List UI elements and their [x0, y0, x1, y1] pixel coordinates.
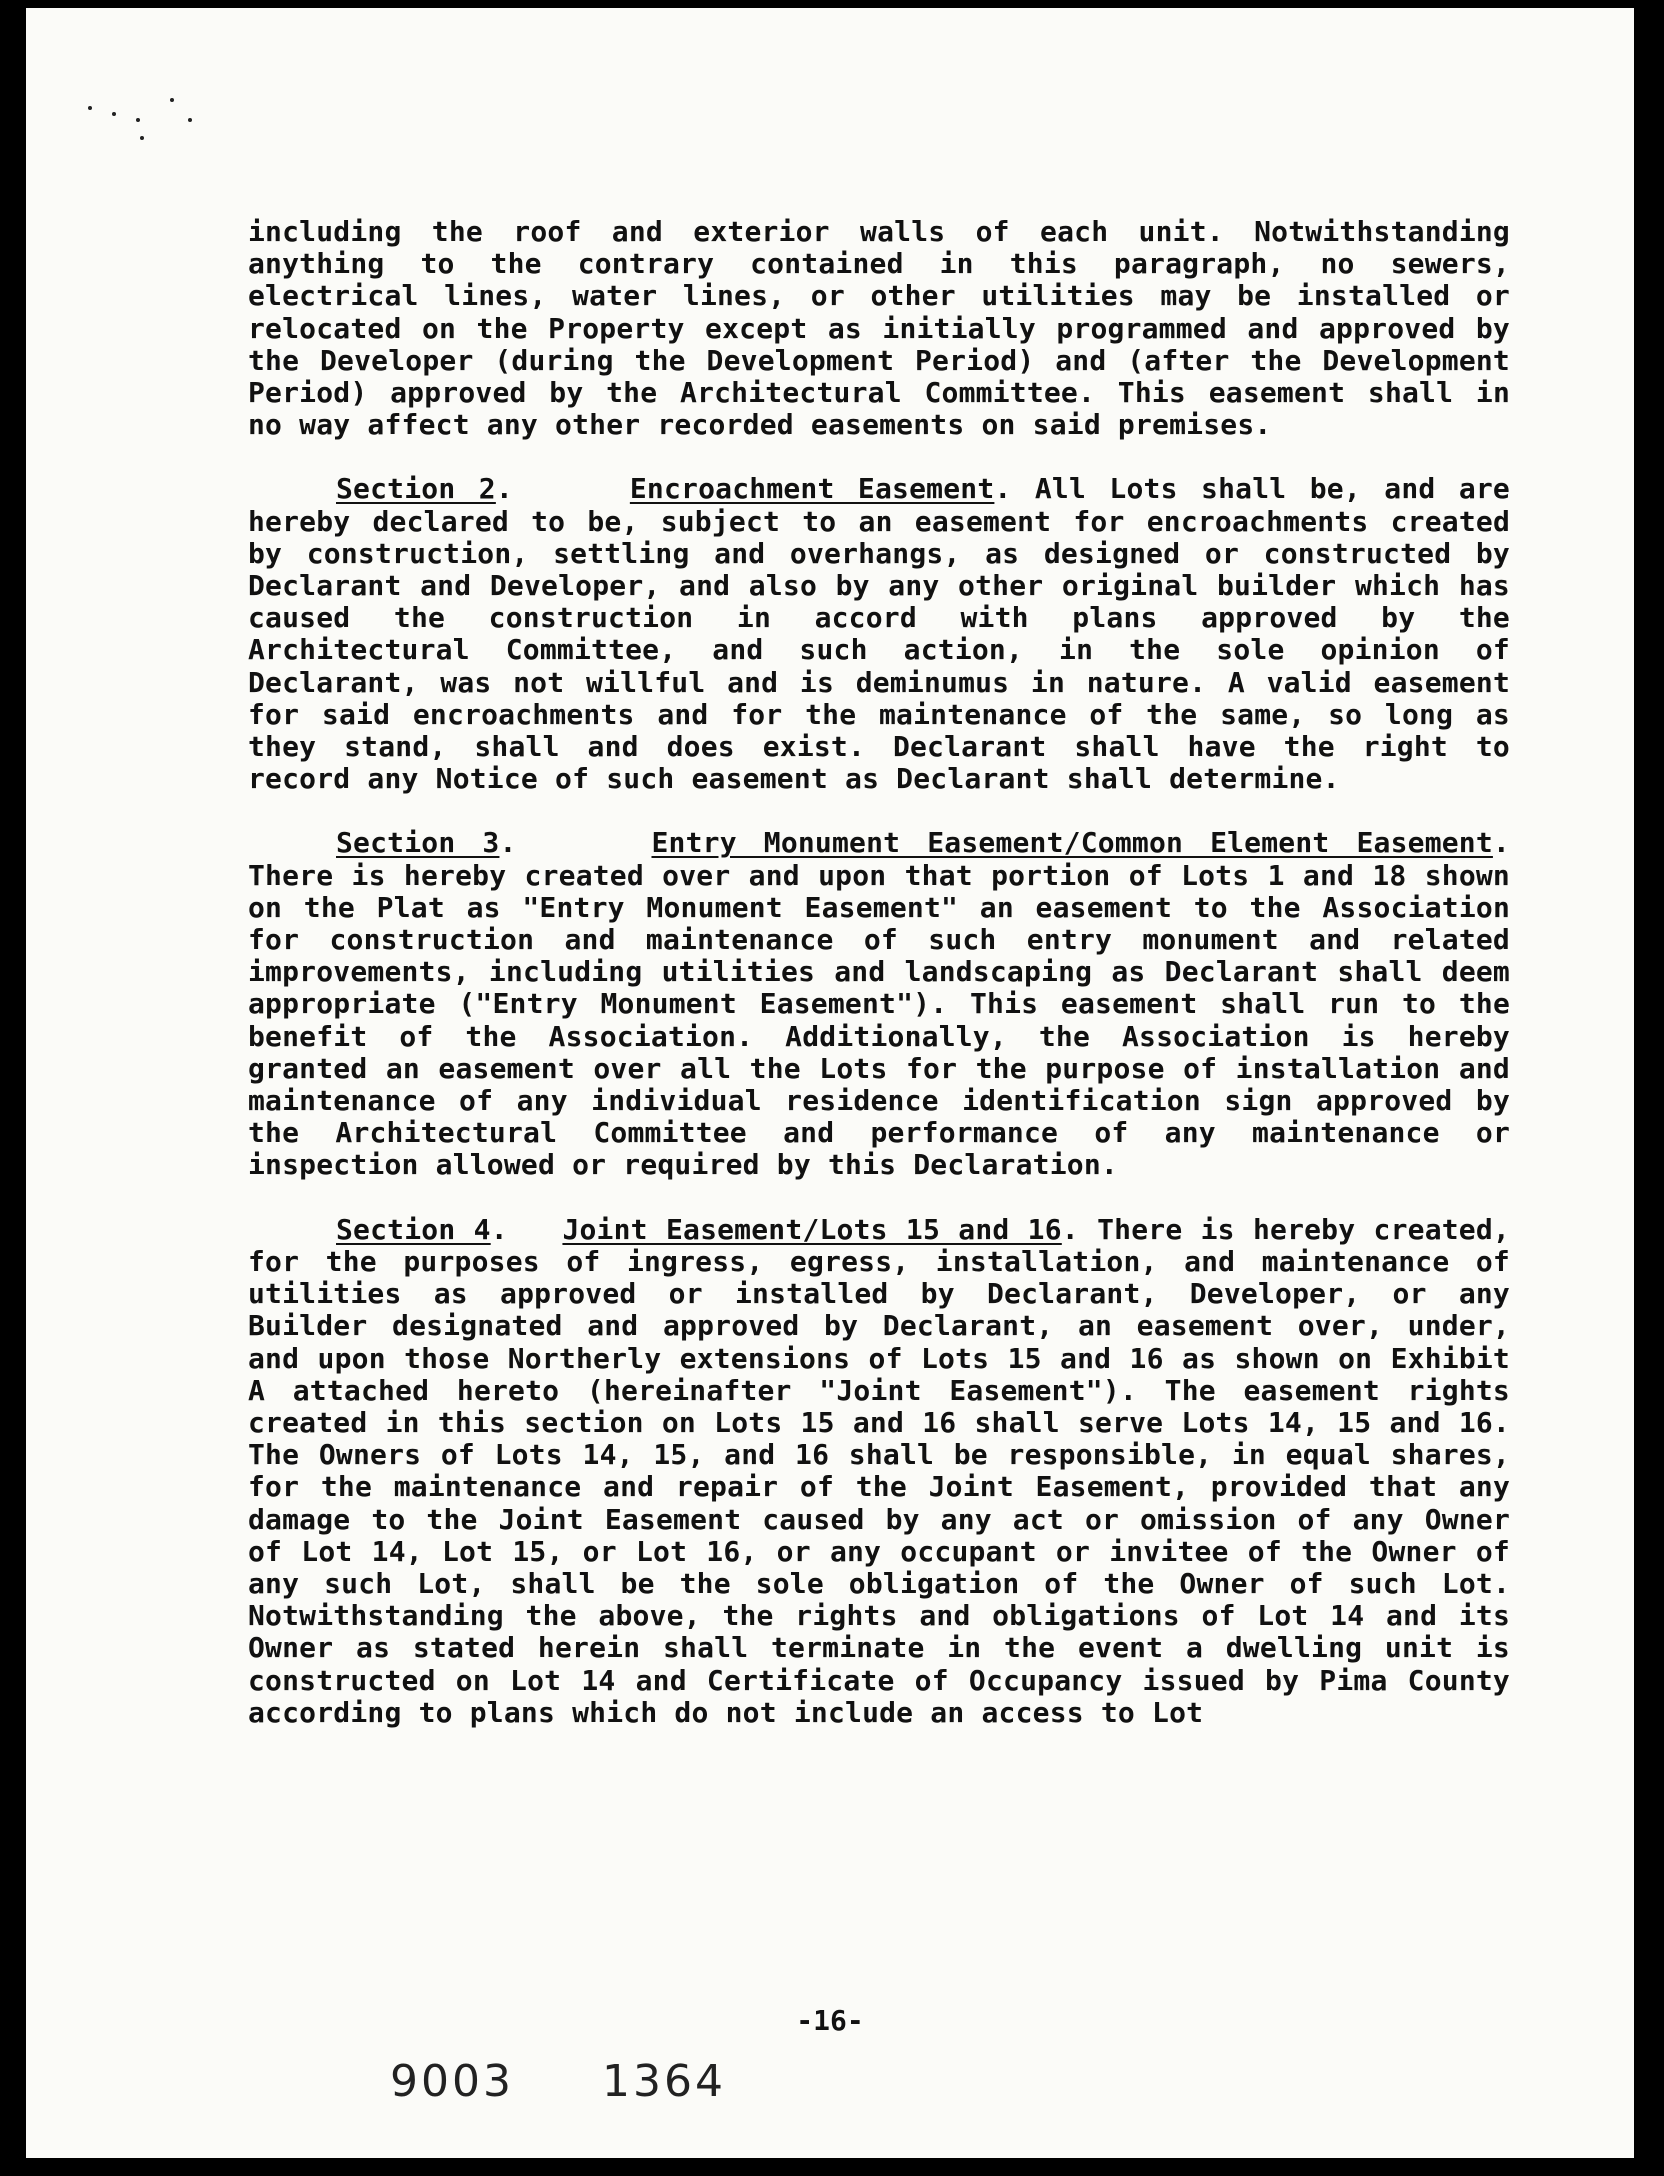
document-body — [248, 216, 1510, 1761]
page-number: -16- — [796, 2004, 864, 2037]
section-body: All Lots shall be, and are hereby declared to be, subject to an easement for encroachments created by construction, settling and overhangs, as designed or constructed by Declarant and Developer, and also by any other original builder which has caused the construction in accord with plans approved by the Architectural Committee, and such action, in the sole opinion of Declarant, was not willful and is deminumus in nature. A valid easement for said encroachments and for the maintenance of the same, so long as they stand, shall and does exist. Declarant shall have the right to record any Notice of such easement as Declarant shall determine. — [248, 472, 1510, 796]
document-page — [26, 8, 1634, 2158]
section-3: Section 3. Entry Monument Easement/Common Element Easement. There is hereby created over and upon that portion of Lots 1 and 18 shown on the Plat as "Entry Monument Easement" an easement to the Association for construction and maintenance of such entry monument and related improvements, including utilities and landscaping as Declarant shall deem appropriate ("Entry Monument Easement"). This easement shall run to the benefit of the Association. Additionally, the Association is hereby granted an easement over all the Lots for the purpose of installation and maintenance of any individual residence identification sign approved by the Architectural Committee and performance of any maintenance or inspection allowed or required by this Declaration. — [248, 826, 1510, 1182]
section-title: Joint Easement/Lots 15 and 16 — [562, 1212, 1062, 1246]
scan-specks — [76, 88, 236, 148]
section-title: Encroachment Easement — [629, 472, 995, 506]
section-label: Section 2 — [336, 472, 496, 506]
section-label: Section 3 — [336, 826, 500, 860]
recording-docket: 9003 — [390, 2056, 514, 2107]
section-body: There is hereby created, for the purposes of ingress, egress, installation, and maintenance of utilities as approved or installed by Declarant, Developer, or any Builder designated and approved by Declarant, an easement over, under, and upon those Northerly extensions of Lots 15 and 16 as shown on Exhibit A attached hereto (hereinafter "Joint Easement"). The easement rights created in this section on Lots 15 and 16 shall serve Lots 14, 15 and 16. The Owners of Lots 14, 15, and 16 shall be responsible, in equal shares, for the maintenance and repair of the Joint Easement, provided that any damage to the Joint Easement caused by any act or omission of any Owner of Lot 14, Lot 15, or Lot 16, or any occupant or invitee of the Owner of any such Lot, shall be the sole obligation of the Owner of such Lot. Notwithstanding the above, the rights and obligations of Lot 14 and its Owner as stated herein shall terminate in the event a dwelling unit is constructed on Lot 14 and Certificate of Occupancy issued by Pima County according to plans which do not include an access to Lot — [248, 1212, 1510, 1729]
section-body: There is hereby created over and upon that portion of Lots 1 and 18 shown on the Plat as "Entry Monument Easement" an easement to the Association for construction and maintenance of such entry monument and related improvements, including utilities and landscaping as Declarant shall deem appropriate ("Entry Monument Easement"). This easement shall run to the benefit of the Association. Additionally, the Association is hereby granted an easement over all the Lots for the purpose of installation and maintenance of any individual residence identification sign approved by the Architectural Committee and performance of any maintenance or inspection allowed or required by this Declaration. — [248, 858, 1510, 1182]
section-4: Section 4. Joint Easement/Lots 15 and 16. There is hereby created, for the purposes of ingress, egress, installation, and maintenance of utilities as approved or installed by Declarant, Developer, or any Builder designated and approved by Declarant, an easement over, under, and upon those Northerly extensions of Lots 15 and 16 as shown on Exhibit A attached hereto (hereinafter "Joint Easement"). The easement rights created in this section on Lots 15 and 16 shall serve Lots 14, 15 and 16. The Owners of Lots 14, 15, and 16 shall be responsible, in equal shares, for the maintenance and repair of the Joint Easement, provided that any damage to the Joint Easement caused by any act or omission of any Owner of Lot 14, Lot 15, or Lot 16, or any occupant or invitee of the Owner of any such Lot, shall be the sole obligation of the Owner of such Lot. Notwithstanding the above, the rights and obligations of Lot 14 and its Owner as stated herein shall terminate in the event a dwelling unit is constructed on Lot 14 and Certificate of Occupancy issued by Pima County according to plans which do not include an access to Lot — [248, 1212, 1510, 1729]
paragraph-continuation — [248, 216, 1510, 441]
section-title: Entry Monument Easement/Common Element Easement — [651, 826, 1493, 860]
section-label: Section 4 — [336, 1212, 491, 1246]
section-2: Section 2. Encroachment Easement. All Lots shall be, and are hereby declared to be, subject to an easement for encroachments created by construction, settling and overhangs, as designed or constructed by Declarant and Developer, and also by any other original builder which has caused the construction in accord with plans approved by the Architectural Committee, and such action, in the sole opinion of Declarant, was not willful and is deminumus in nature. A valid easement for said encroachments and for the maintenance of the same, so long as they stand, shall and does exist. Declarant shall have the right to record any Notice of such easement as Declarant shall determine. — [248, 472, 1510, 796]
recording-page: 1364 — [602, 2056, 726, 2107]
paragraph-text: including the roof and exterior walls of each unit. Notwithstanding anything to the contrary contained in this paragraph, no sewers, electrical lines, water lines, or other utilities may be installed or relocated on the Property except as initially programmed and approved by the Developer (during the Development Period) and (after the Development Period) approved by the Architectural Committee. This easement shall in no way affect any other recorded easements on said premises. — [248, 215, 1510, 442]
